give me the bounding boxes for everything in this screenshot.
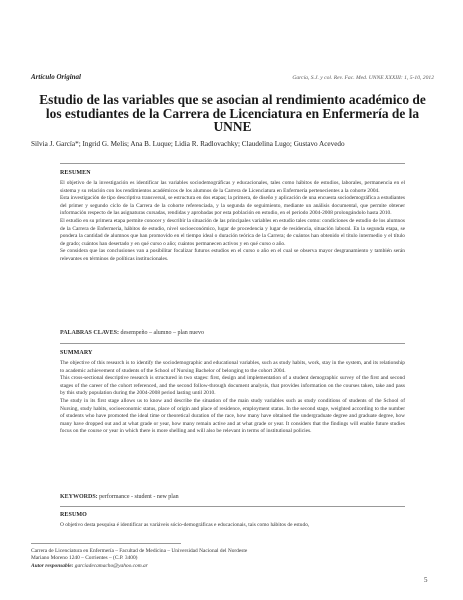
resumo-paragraph: O objetivo desta pesquisa é identificar as variáveis sócio-demográficas e educacionais, tais como hábitos de estudo, xyxy=(60,522,310,528)
summary-paragraph: The study in its first stage allows us to know and describe the situation of the main study variables such as study conditions of students of the School of Nursing, study habits, socioeconomic status, place of origin and place of residence, employment status. In the second stage, weighted according to the number of students who have promoted the ideal time or theoretical duration of the race, how many have obtained the undergraduate degree and graduate degree, how many have dropped out and at what grade or year, how many remain active and at what grade or year. It considers that the findings will enable future studies focus on the course or year in which there is more shelling and will also be relevant in terms of institutional policies. xyxy=(60,397,405,435)
resumen-paragraph: Se considera que las conclusiones van a posibilitar focalizar futuros estudios en el curso o año en el cual se observa mayor desgranamiento y también serán relevantes en términos de políticas institucionales. xyxy=(60,248,405,262)
resumo-body xyxy=(60,522,405,530)
resumo-heading: RESUMO xyxy=(60,512,87,518)
affiliation-line: Carrera de Licenciatura en Enfermería – Facultad de Medicina – Universidad Nacional del Nordeste xyxy=(31,548,248,554)
resumen-paragraph: Esta investigación de tipo descriptiva transversal, se estructura en dos etapas; la primera, de diseño y aplicación de una encuesta sociodemográfica a estudiantes del primer y segundo ciclo de la Carrera de la cohorte referenciada, y la segunda de seguimiento, mediante un análisis documental, que permite obtener información respecto de las asignaturas cursadas, rendidas y aprobadas por esta población en estudio, en el periodo 2004-2008 prolongándolo hasta 2010. xyxy=(60,195,405,217)
palabras-claves-label: PALABRAS CLAVES: xyxy=(60,330,119,336)
resumen-body xyxy=(60,180,405,264)
page-number: 5 xyxy=(424,576,428,584)
section-divider xyxy=(60,163,405,164)
footnote-rule xyxy=(31,543,181,544)
section-divider xyxy=(60,343,405,344)
keywords-label: KEYWORDS: xyxy=(60,494,98,500)
section-divider xyxy=(60,506,405,507)
page-header xyxy=(31,73,434,81)
resumen-paragraph: El objetivo de la investigación es identificar las variables sociodemográficas y educacionales, tales como hábitos de estudios, laborales, permanencia en el sistema y su relación con los rendimientos académicos de los alumnos de la Carrera de Licenciatura en Enfermería pertenecientes a la cohorte 2004. xyxy=(60,180,405,194)
article-title: Estudio de las variables que se asocian al rendimiento académico de los estudiantes de la Carrera de Licenciatura en Enfermería de la UNNE xyxy=(39,92,426,134)
resumen-heading: RESUMEN xyxy=(60,170,91,176)
summary-heading: SUMMARY xyxy=(60,350,93,356)
summary-body xyxy=(60,360,405,436)
summary-paragraph: This cross-sectional descriptive research is structured in two stages: first, design and implementation of a student demographic survey of the first and second stages of the career of the cohort referenced, and the second follow-through document analysis, that provides information on the courses taken, take and pass by this study population during the 2004-2008 period lasting until 2010. xyxy=(60,375,405,397)
keywords-value: performance - student - new plan xyxy=(99,494,179,500)
keywords xyxy=(60,494,405,500)
resumen-paragraph: El estudio en su primera etapa permite conocer y describir la situación de las principales variables en estudio tales como: condiciones de estudio de los alumnos de la Carrera de Enfermería, hábitos de estudio, nivel socioeconómico, lugar de procedencia y lugar de residencia, situación laboral. En la segunda etapa, se pondera la cantidad de alumnos que han promovido en el tiempo ideal o duración teórica de la Carrera; de cuántos han obtenido el título intermedio y el título de grado; cuántos han desertado y en qué curso o año; cuántos permanecen activos y en qué curso o año. xyxy=(60,217,405,247)
affiliation-footnote xyxy=(31,548,434,570)
contact-line xyxy=(31,563,434,570)
contact-label: Autor responsable: xyxy=(31,562,74,569)
article-section-label: Artículo Original xyxy=(31,73,81,81)
palabras-claves-value: desempeño – alumno – plan nuevo xyxy=(120,330,204,336)
summary-paragraph: The objective of this research is to identify the sociodemographic and educational variables, such as study habits, work, stay in the system, and its relationship to academic achievement of students of the School of Nursing Bachelor of belonging to the cohort 2004. xyxy=(60,360,405,374)
palabras-claves xyxy=(60,330,405,336)
contact-email: garciadecamacho@yahoo.com.ar xyxy=(74,562,148,569)
journal-citation: García, S.J. y col. Rev. Fac. Med. UNNE XXXIII: 1, 5-10, 2012 xyxy=(292,75,434,81)
author-list: Silvia J. García*; Ingrid G. Melis; Ana B. Luque; Lidia R. Radlovachky; Claudelina Lugo; Gustavo Acevedo xyxy=(31,140,345,148)
address-line: Mariano Moreno 1240 – Corrientes – (C.P. 3400) xyxy=(31,555,138,562)
